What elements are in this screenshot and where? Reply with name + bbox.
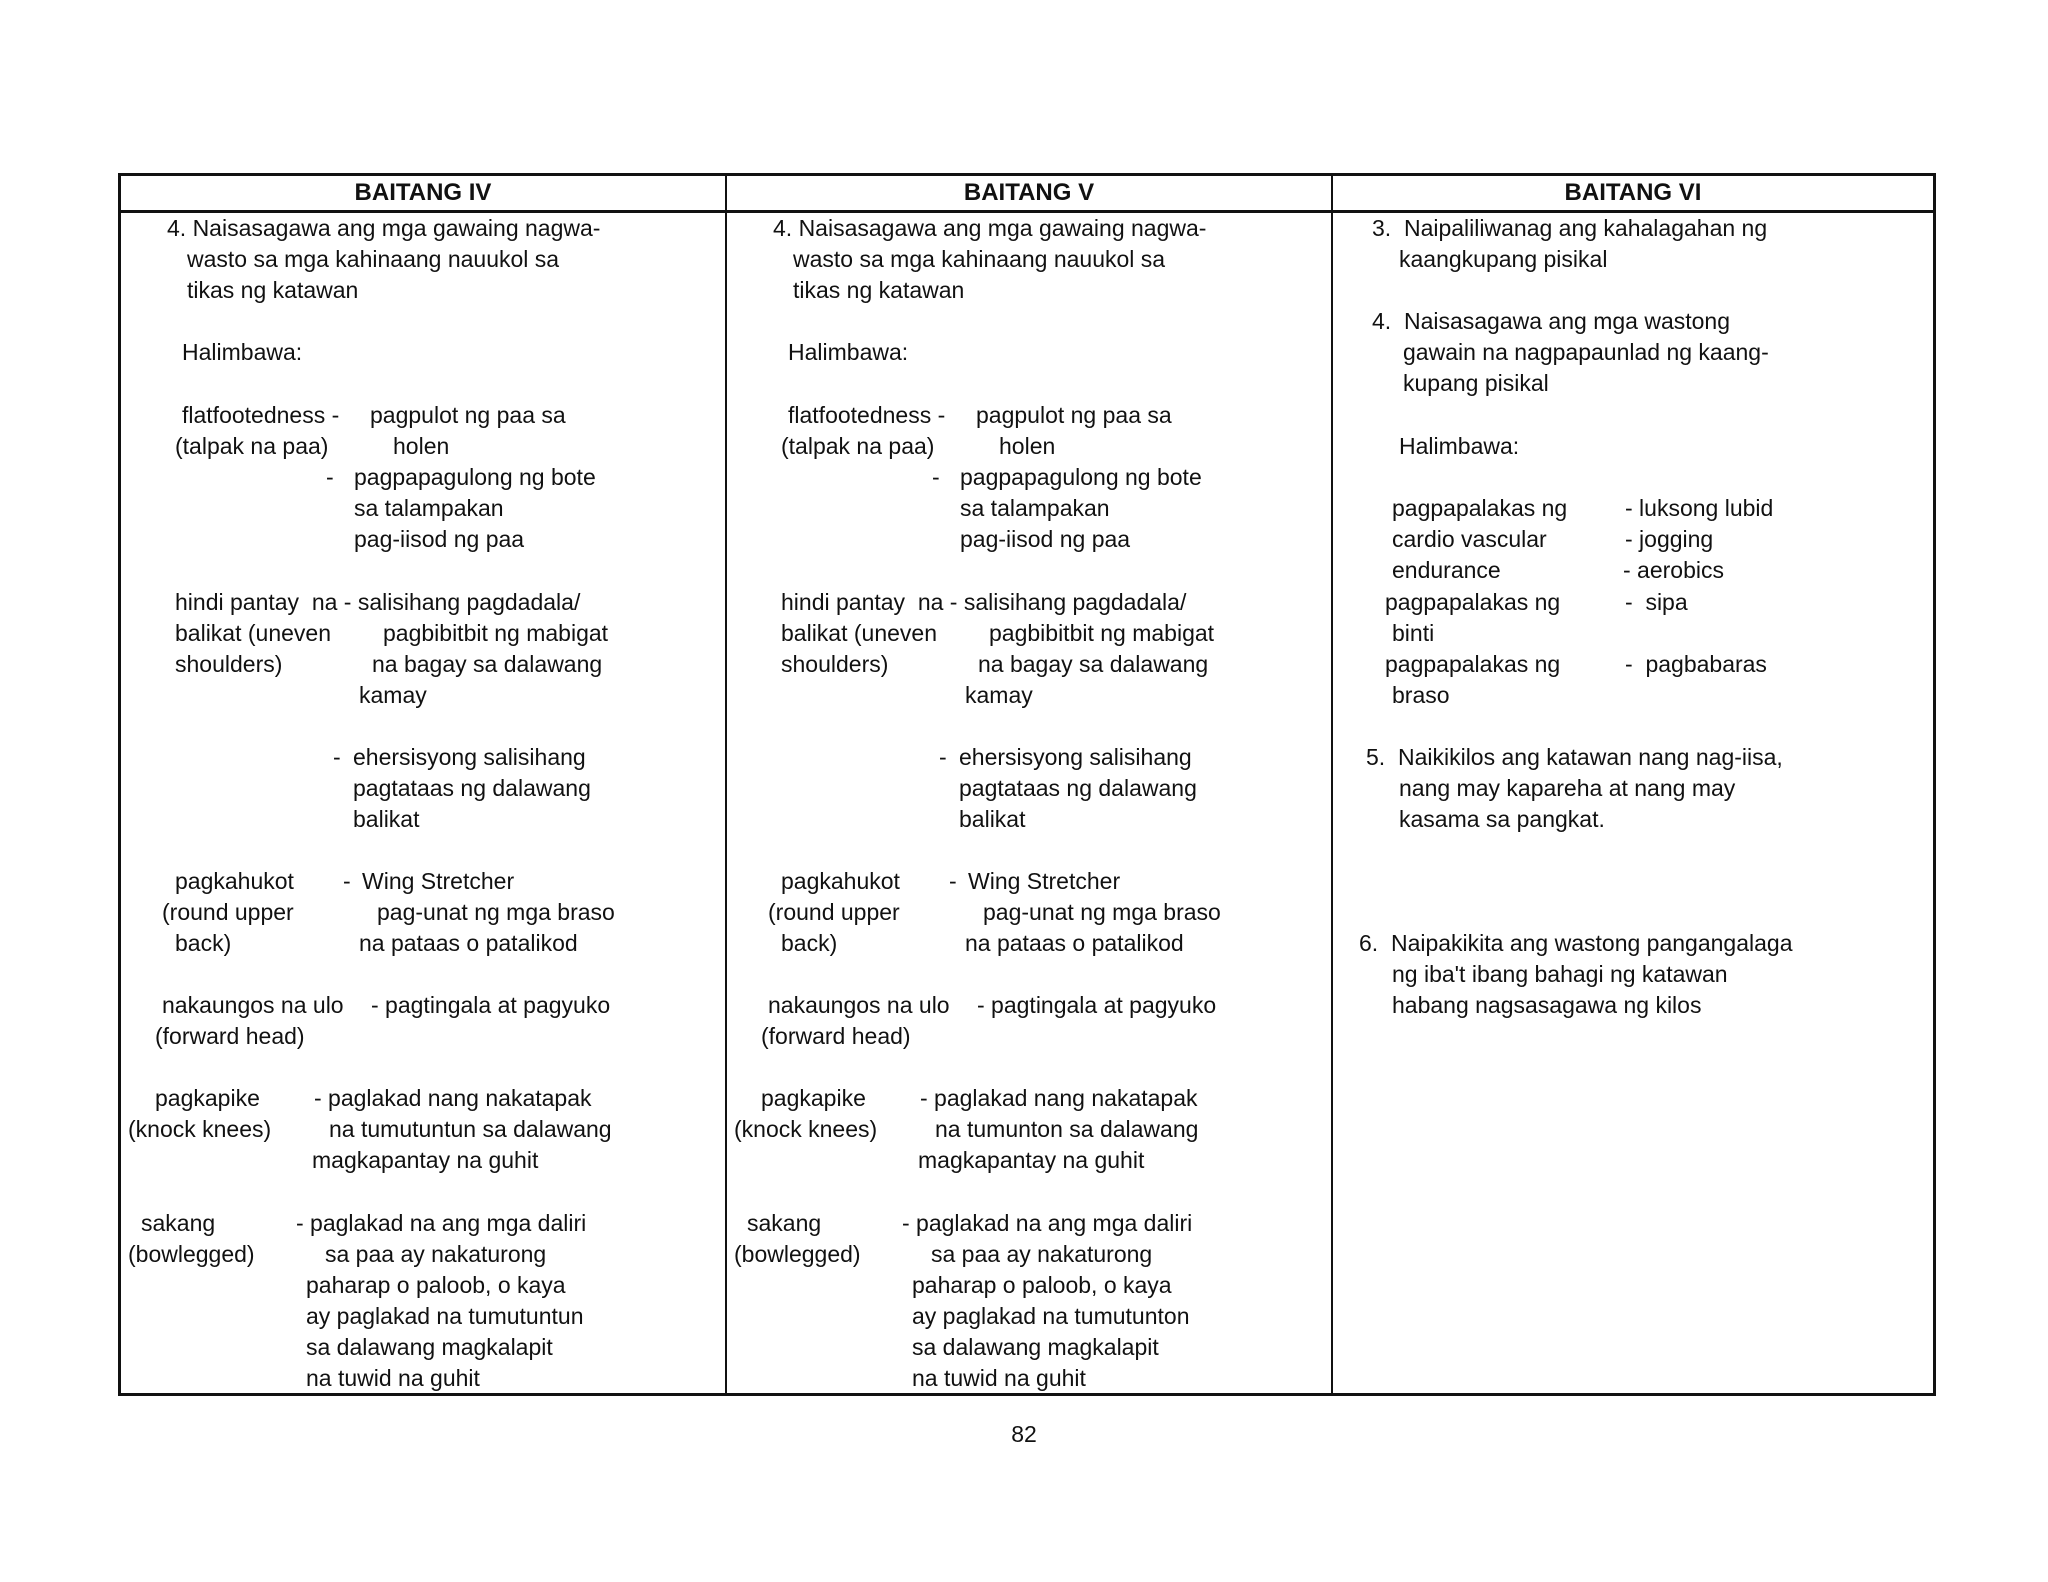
objective-line: nang may kapareha at nang may xyxy=(1399,775,1736,801)
remedy-line: pagpulot ng paa sa xyxy=(976,402,1172,428)
condition-term: pagkapike xyxy=(155,1085,260,1111)
remedy-line: ehersisyong salisihang xyxy=(959,744,1192,770)
remedy-line: sa dalawang magkalapit xyxy=(306,1334,553,1360)
condition-term: pagkahukot xyxy=(175,868,294,894)
remedy-line: pagpapagulong ng bote xyxy=(354,464,596,490)
exercise-item: - pagbabaras xyxy=(1625,651,1767,677)
remedy-line: holen xyxy=(393,433,450,459)
objective-line: wasto sa mga kahinaang nauukol sa xyxy=(187,246,560,272)
remedy-line: - paglakad na ang mga daliri xyxy=(296,1210,587,1236)
condition-term: (talpak na paa) xyxy=(175,433,329,459)
remedy-dash: - xyxy=(343,868,351,894)
remedy-line: paharap o paloob, o kaya xyxy=(306,1272,566,1298)
condition-term: (forward head) xyxy=(155,1023,305,1049)
condition-term: hindi pantay na - salisihang pagdadala/ xyxy=(781,589,1187,615)
halimbawa-label: Halimbawa: xyxy=(182,339,303,365)
condition-term: balikat (uneven xyxy=(781,620,937,646)
objective-line: habang nagsasagawa ng kilos xyxy=(1392,992,1702,1018)
remedy-line: sa dalawang magkalapit xyxy=(912,1334,1159,1360)
remedy-line: pag-unat ng mga braso xyxy=(983,899,1221,925)
exercise-target: binti xyxy=(1392,620,1435,646)
remedy-line: ay paglakad na tumutuntun xyxy=(306,1303,584,1329)
exercise-item: - aerobics xyxy=(1623,557,1724,583)
remedy-line: na tuwid na guhit xyxy=(912,1365,1086,1391)
remedy-line: - pagtingala at pagyuko xyxy=(977,992,1217,1018)
objective-line: 5. Naikikilos ang katawan nang nag-iisa, xyxy=(1366,744,1783,770)
objective-line: tikas ng katawan xyxy=(187,277,359,303)
header-baitang-vi: BAITANG VI xyxy=(1564,179,1702,206)
remedy-line: na tumutuntun sa dalawang xyxy=(329,1116,612,1142)
remedy-line: Wing Stretcher xyxy=(362,868,515,894)
remedy-line: balikat xyxy=(353,806,420,832)
exercise-target: braso xyxy=(1392,682,1450,708)
remedy-line: pagbibitbit ng mabigat xyxy=(383,620,609,646)
condition-term: (round upper xyxy=(768,899,900,925)
halimbawa-label: Halimbawa: xyxy=(1399,433,1520,459)
remedy-line: - paglakad nang nakatapak xyxy=(314,1085,592,1111)
objective-line: 3. Naipaliliwanag ang kahalagahan ng xyxy=(1372,215,1768,241)
remedy-line: - pagtingala at pagyuko xyxy=(371,992,611,1018)
remedy-line: kamay xyxy=(965,682,1033,708)
remedy-line: na tumunton sa dalawang xyxy=(935,1116,1199,1142)
objective-line: kaangkupang pisikal xyxy=(1399,246,1608,272)
objective-line: kupang pisikal xyxy=(1403,370,1549,396)
condition-term: nakaungos na ulo xyxy=(162,992,344,1018)
exercise-item: - luksong lubid xyxy=(1625,495,1774,521)
objective-line: 4. Naisasagawa ang mga wastong xyxy=(1372,308,1730,334)
condition-term: hindi pantay na - salisihang pagdadala/ xyxy=(175,589,581,615)
remedy-line: balikat xyxy=(959,806,1026,832)
remedy-line: pagtataas ng dalawang xyxy=(959,775,1197,801)
column-baitang-vi xyxy=(1333,213,1933,1393)
exercise-target: pagpapalakas ng xyxy=(1392,495,1568,521)
condition-term: flatfootedness - xyxy=(182,402,340,428)
remedy-line: na pataas o patalikod xyxy=(359,930,578,956)
remedy-line: pag-iisod ng paa xyxy=(354,526,525,552)
condition-term: sakang xyxy=(141,1210,216,1236)
condition-term: shoulders) xyxy=(781,651,889,677)
exercise-target: pagpapalakas ng xyxy=(1385,651,1561,677)
condition-term: pagkahukot xyxy=(781,868,900,894)
objective-line: 4. Naisasagawa ang mga gawaing nagwa- xyxy=(167,215,601,241)
remedy-line: magkapantay na guhit xyxy=(918,1147,1145,1173)
condition-term: (bowlegged) xyxy=(128,1241,255,1267)
remedy-dash: - xyxy=(949,868,957,894)
condition-term: (knock knees) xyxy=(128,1116,272,1142)
condition-term: back) xyxy=(781,930,838,956)
remedy-line: ehersisyong salisihang xyxy=(353,744,586,770)
objective-line: ng iba't ibang bahagi ng katawan xyxy=(1392,961,1728,987)
condition-term: nakaungos na ulo xyxy=(768,992,950,1018)
objective-line: 6. Naipakikita ang wastong pangangalaga xyxy=(1359,930,1793,956)
remedy-line: kamay xyxy=(359,682,427,708)
condition-term: (round upper xyxy=(162,899,294,925)
remedy-line: na bagay sa dalawang xyxy=(978,651,1209,677)
remedy-line: pagpulot ng paa sa xyxy=(370,402,566,428)
remedy-line: Wing Stretcher xyxy=(968,868,1121,894)
remedy-line: magkapantay na guhit xyxy=(312,1147,539,1173)
condition-term: (talpak na paa) xyxy=(781,433,935,459)
exercise-target: cardio vascular xyxy=(1392,526,1547,552)
exercise-item: - sipa xyxy=(1625,589,1688,615)
remedy-line: sa paa ay nakaturong xyxy=(931,1241,1153,1267)
remedy-line: - paglakad nang nakatapak xyxy=(920,1085,1198,1111)
remedy-line: pagtataas ng dalawang xyxy=(353,775,591,801)
condition-term: flatfootedness - xyxy=(788,402,946,428)
condition-term: balikat (uneven xyxy=(175,620,331,646)
condition-term: back) xyxy=(175,930,232,956)
objective-line: wasto sa mga kahinaang nauukol sa xyxy=(793,246,1166,272)
exercise-target: endurance xyxy=(1392,557,1501,583)
exercise-target: pagpapalakas ng xyxy=(1385,589,1561,615)
column-baitang-v xyxy=(727,213,1331,1393)
curriculum-table xyxy=(118,173,1936,1396)
remedy-line: sa talampakan xyxy=(960,495,1110,521)
remedy-dash: - xyxy=(326,464,334,490)
remedy-line: na bagay sa dalawang xyxy=(372,651,603,677)
condition-term: shoulders) xyxy=(175,651,283,677)
exercise-item: - jogging xyxy=(1625,526,1714,552)
header-baitang-iv: BAITANG IV xyxy=(354,179,492,206)
remedy-line: holen xyxy=(999,433,1056,459)
condition-term: (bowlegged) xyxy=(734,1241,861,1267)
remedy-dash: - xyxy=(932,464,940,490)
remedy-line: ay paglakad na tumutunton xyxy=(912,1303,1190,1329)
halimbawa-label: Halimbawa: xyxy=(788,339,909,365)
objective-line: 4. Naisasagawa ang mga gawaing nagwa- xyxy=(773,215,1207,241)
remedy-line: sa paa ay nakaturong xyxy=(325,1241,547,1267)
remedy-dash: - xyxy=(939,744,947,770)
remedy-line: - paglakad na ang mga daliri xyxy=(902,1210,1193,1236)
column-baitang-iv xyxy=(121,213,725,1393)
remedy-line: na pataas o patalikod xyxy=(965,930,1184,956)
remedy-dash: - xyxy=(333,744,341,770)
remedy-line: pag-unat ng mga braso xyxy=(377,899,615,925)
page-number: 82 xyxy=(1011,1421,1037,1447)
remedy-line: pag-iisod ng paa xyxy=(960,526,1131,552)
remedy-line: pagpapagulong ng bote xyxy=(960,464,1202,490)
remedy-line: pagbibitbit ng mabigat xyxy=(989,620,1215,646)
objective-line: gawain na nagpapaunlad ng kaang- xyxy=(1403,339,1769,365)
condition-term: sakang xyxy=(747,1210,822,1236)
condition-term: (forward head) xyxy=(761,1023,911,1049)
remedy-line: sa talampakan xyxy=(354,495,504,521)
remedy-line: na tuwid na guhit xyxy=(306,1365,480,1391)
remedy-line: paharap o paloob, o kaya xyxy=(912,1272,1172,1298)
condition-term: pagkapike xyxy=(761,1085,866,1111)
header-baitang-v: BAITANG V xyxy=(963,179,1095,206)
objective-line: tikas ng katawan xyxy=(793,277,965,303)
objective-line: kasama sa pangkat. xyxy=(1399,806,1605,832)
condition-term: (knock knees) xyxy=(734,1116,878,1142)
